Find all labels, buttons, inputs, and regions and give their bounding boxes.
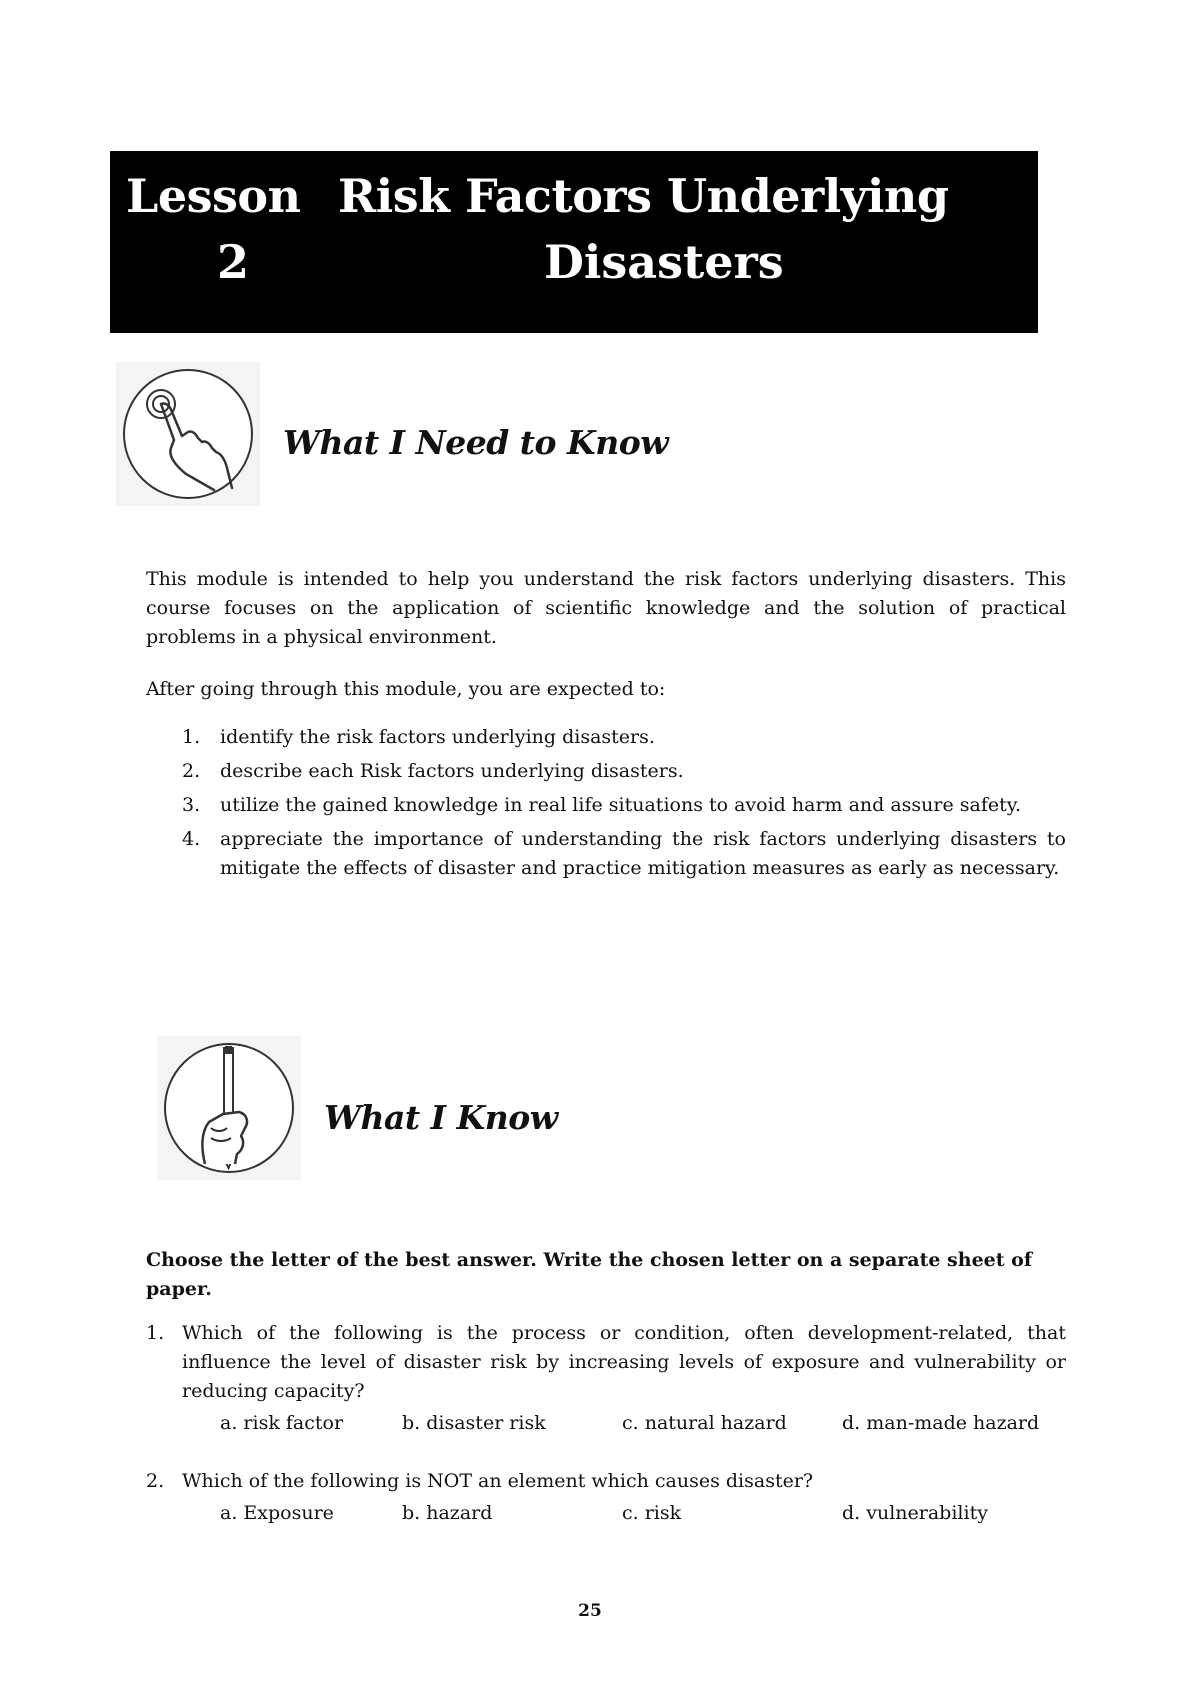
- list-item: 4. appreciate the importance of understanding the risk factors underlying disasters to mitigate the effects of disaster and practice mitigation measures as early as necessary.: [182, 828, 1066, 879]
- quiz-instructions: Choose the letter of the best answer. Write the chosen letter on a separate sheet of paper.: [146, 1249, 1032, 1300]
- choice-a: a. Exposure: [220, 1502, 334, 1524]
- section-heading-need-to-know: What I Need to Know: [283, 423, 669, 462]
- question-2: [146, 1467, 1066, 1529]
- list-item: 1. identify the risk factors underlying disasters.: [182, 726, 655, 748]
- question-number: 2.: [146, 1470, 165, 1492]
- question-text: Which of the following is NOT an element which causes disaster?: [182, 1470, 814, 1492]
- objectives-list: [146, 723, 1066, 888]
- choice-b: b. disaster risk: [402, 1412, 546, 1434]
- choice-a: a. risk factor: [220, 1412, 344, 1434]
- list-item: 3. utilize the gained knowledge in real life situations to avoid harm and assure safety.: [182, 794, 1022, 816]
- list-item: 2. describe each Risk factors underlying disasters.: [182, 760, 684, 782]
- hand-pointer-icon: [116, 362, 260, 506]
- answer-choices: [220, 1406, 1066, 1439]
- choice-d: d. vulnerability: [842, 1502, 988, 1524]
- hand-pencil-icon: [157, 1036, 301, 1180]
- answer-choices: [220, 1496, 1066, 1529]
- module-intro: This module is intended to help you understand the risk factors underlying disasters. This course focuses on the application of scientific knowledge and the solution of practical problems in a physical environment.: [146, 568, 1066, 648]
- lesson-title-line1: Risk Factors Underlying: [338, 169, 949, 223]
- choice-b: b. hazard: [402, 1502, 493, 1524]
- lesson-number: 2: [217, 235, 250, 289]
- choice-d: d. man-made hazard: [842, 1412, 1040, 1434]
- lesson-banner: [110, 151, 1038, 333]
- page-number: 25: [578, 1601, 602, 1621]
- choice-c: c. risk: [622, 1502, 682, 1524]
- question-1: [146, 1319, 1066, 1439]
- lesson-label: Lesson: [126, 169, 301, 223]
- objectives-lead: After going through this module, you are expected to:: [146, 678, 666, 700]
- question-text: Which of the following is the process or condition, often development-related, that influence the level of disaster risk by increasing levels of exposure and vulnerability or reducing capacity?: [182, 1322, 1066, 1402]
- choice-c: c. natural hazard: [622, 1412, 787, 1434]
- section-heading-what-i-know: What I Know: [324, 1098, 558, 1137]
- question-number: 1.: [146, 1322, 165, 1344]
- lesson-title-line2: Disasters: [544, 235, 784, 289]
